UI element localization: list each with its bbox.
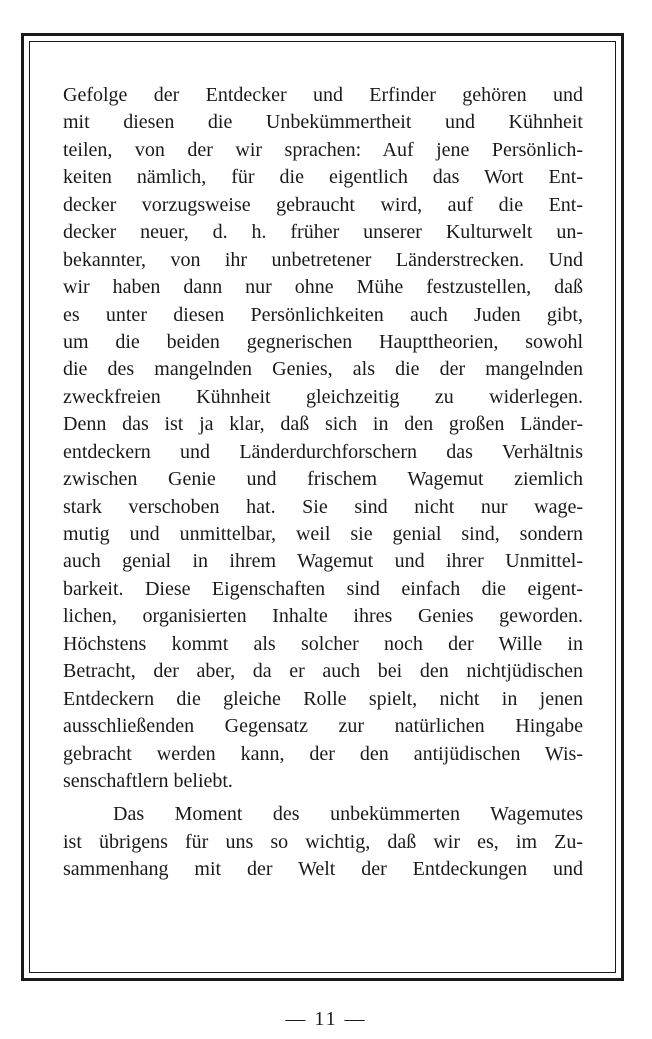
text-line: barkeit. Diese Eigenschaften sind einfach die eigent- xyxy=(63,577,583,600)
text-line: mit diesen die Unbekümmertheit und Kühnheit xyxy=(63,111,583,134)
text-line: wir haben dann nur ohne Mühe festzustellen, daß xyxy=(63,276,583,299)
text-line: decker vorzugsweise gebraucht wird, auf die Ent- xyxy=(63,193,583,216)
page-number: — 11 — xyxy=(285,1008,367,1030)
text-line: decker neuer, d. h. früher unserer Kulturwelt un- xyxy=(63,221,583,244)
text-line: um die beiden gegnerischen Haupttheorien, sowohl xyxy=(63,330,583,353)
text-line: senschaftlern beliebt. xyxy=(63,769,233,792)
text-line: bekannter, von ihr unbetretener Länderstrecken. Und xyxy=(63,248,583,271)
text-line: Das Moment des unbekümmerten Wagemutes xyxy=(113,803,583,826)
text-line: Betracht, der aber, da er auch bei den nichtjüdischen xyxy=(63,660,583,683)
text-line: sammenhang mit der Welt der Entdeckungen und xyxy=(63,858,583,881)
text-line: Denn das ist ja klar, daß sich in den großen Länder- xyxy=(63,413,583,436)
text-line: stark verschoben hat. Sie sind nicht nur wage- xyxy=(63,495,583,518)
text-line: lichen, organisierten Inhalte ihres Genies geworden. xyxy=(63,605,583,628)
text-line: es unter diesen Persönlichkeiten auch Juden gibt, xyxy=(63,303,583,326)
text-line: Entdeckern die gleiche Rolle spielt, nicht in jenen xyxy=(63,687,583,710)
text-line: ist übrigens für uns so wichtig, daß wir es, im Zu- xyxy=(63,830,583,853)
text-line: die des mangelnden Genies, als die der mangelnden xyxy=(63,358,583,381)
text-line: zweckfreien Kühnheit gleichzeitig zu widerlegen. xyxy=(63,385,583,408)
text-line: zwischen Genie und frischem Wagemut ziemlich xyxy=(63,468,583,491)
text-line: gebracht werden kann, der den antijüdischen Wis- xyxy=(63,742,583,765)
text-line: ausschließenden Gegensatz zur natürlichen Hingabe xyxy=(63,715,583,738)
body-text xyxy=(63,82,583,884)
paragraph-2 xyxy=(63,801,583,883)
text-line: Höchstens kommt als solcher noch der Wille in xyxy=(63,632,583,655)
text-line: keiten nämlich, für die eigentlich das Wort Ent- xyxy=(63,166,583,189)
paragraph-1 xyxy=(63,82,583,795)
text-line: teilen, von der wir sprachen: Auf jene Persönlich- xyxy=(63,138,583,161)
text-line: Gefolge der Entdecker und Erfinder gehören und xyxy=(63,84,583,106)
text-line: auch genial in ihrem Wagemut und ihrer Unmittel- xyxy=(63,550,583,573)
text-line: mutig und unmittelbar, weil sie genial sind, sondern xyxy=(63,523,583,545)
text-line: entdeckern und Länderdurchforschern das Verhältnis xyxy=(63,440,583,463)
